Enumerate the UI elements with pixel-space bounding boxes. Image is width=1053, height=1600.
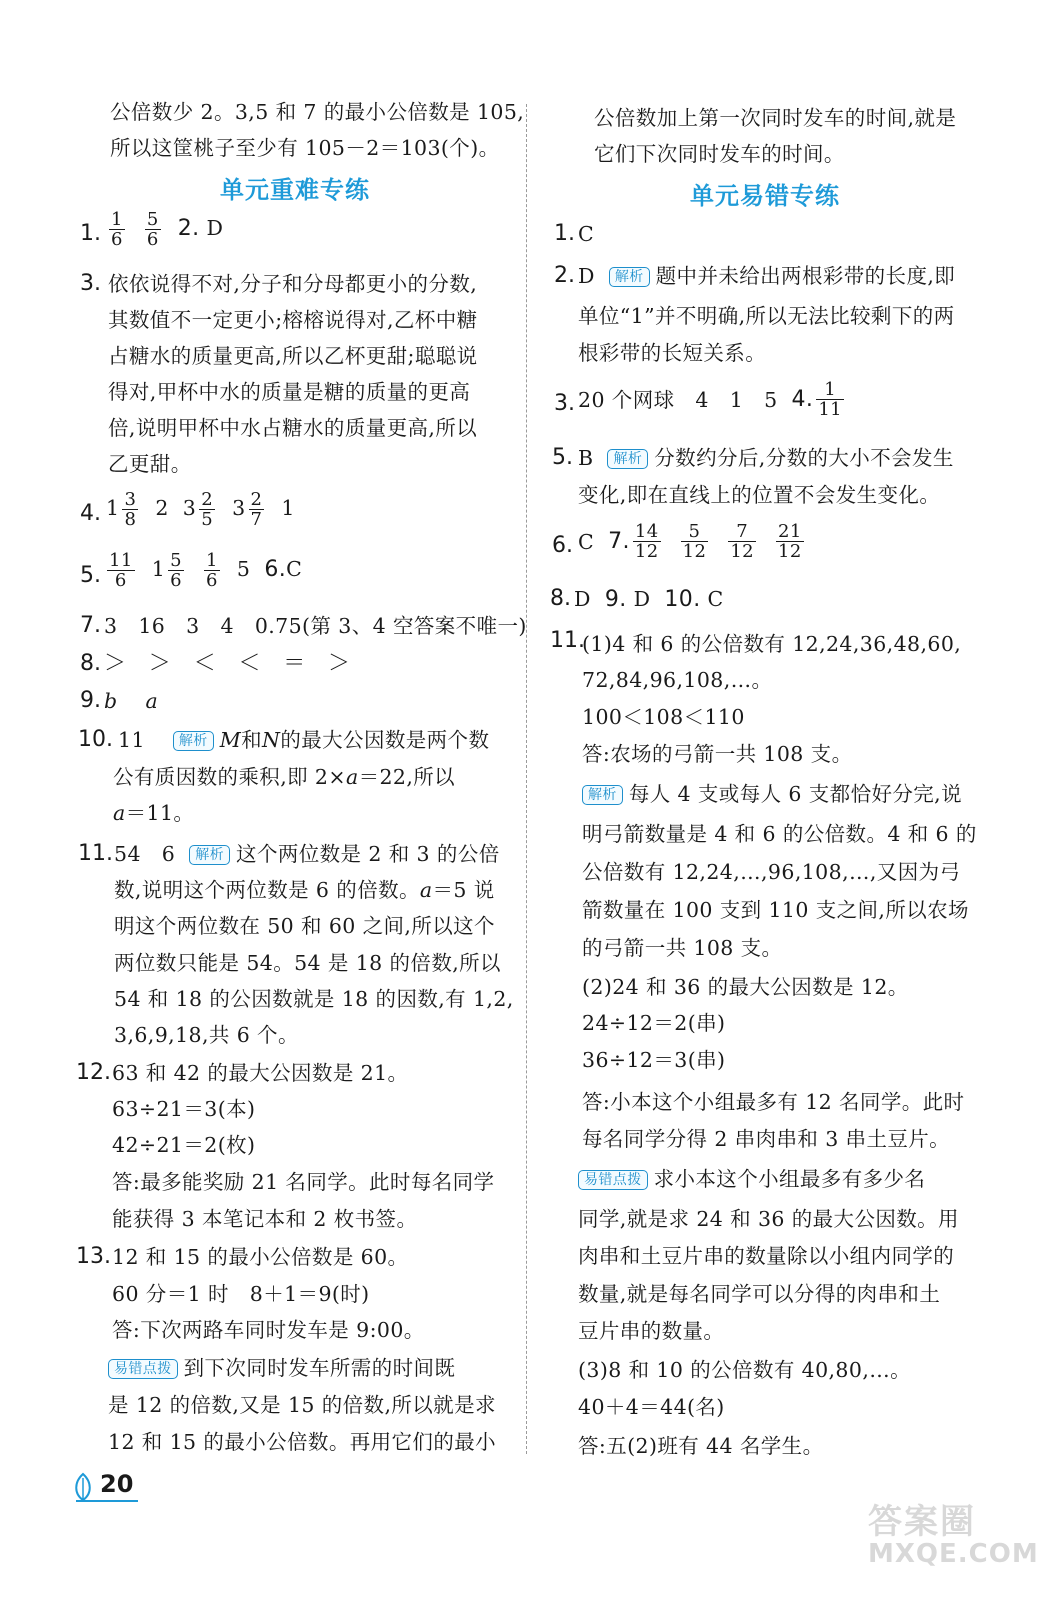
question-number: 4. bbox=[80, 501, 101, 526]
fraction: $\frac{21}{12}$ bbox=[778, 521, 802, 562]
question-number: 8. bbox=[80, 651, 101, 676]
answer-line: 20 个网球 4 1 5 4. $\frac{1}{11}$ bbox=[578, 379, 843, 420]
answer-line: 占糖水的质量更高,所以乙杯更甜;聪聪说 bbox=[108, 344, 478, 368]
answer-line: 公倍数有 12,24,…,96,108,…,又因为弓 bbox=[582, 860, 961, 884]
answer-line: 42÷21＝2(枚) bbox=[112, 1133, 256, 1157]
answer-line: 40＋4＝44(名) bbox=[578, 1395, 725, 1419]
fraction: $\frac{5}{6}$ bbox=[146, 209, 159, 250]
answer-line: 54 和 18 的公因数就是 18 的因数,有 1,2, bbox=[114, 987, 514, 1011]
answer-line: $\frac{11}{6}$ 1 $\frac{5}{6}$ $\frac{1}{6}$ 5 6.C bbox=[109, 550, 303, 591]
analysis-tag: 解析 bbox=[609, 267, 650, 287]
fraction: $\frac{5}{12}$ bbox=[682, 521, 707, 562]
question-number: 1. bbox=[554, 221, 575, 246]
answer-line: D 解析 题中并未给出两根彩带的长度,即 bbox=[578, 264, 956, 288]
answer-line: 箭数量在 100 支到 110 支之间,所以农场 bbox=[582, 898, 969, 922]
fraction: $\frac{1}{6}$ bbox=[111, 209, 123, 250]
answer-line: 24÷12＝2(串) bbox=[582, 1011, 726, 1035]
fraction: $\frac{1}{6}$ bbox=[206, 550, 218, 591]
answer-line: 每名同学分得 2 串肉串和 3 串土豆片。 bbox=[582, 1127, 951, 1151]
fraction: $\frac{5}{6}$ bbox=[170, 550, 183, 591]
question-number: 5. bbox=[80, 563, 101, 588]
fraction: $\frac{2}{5}$ bbox=[201, 489, 214, 530]
answer-line: 易错点拨 求小本这个小组最多有多少名 bbox=[578, 1165, 925, 1193]
answer-line: 答:农场的弓箭一共 108 支。 bbox=[582, 742, 853, 766]
answer-line: 能获得 3 本笔记本和 2 枚书签。 bbox=[112, 1207, 418, 1231]
answer-line: 答:最多能奖励 21 名同学。此时每名同学 bbox=[112, 1170, 495, 1194]
question-number: 11. bbox=[550, 628, 585, 653]
answer-line: 乙更甜。 bbox=[108, 452, 192, 476]
page-number-underline bbox=[76, 1500, 138, 1502]
answer-line: 肉串和土豆片串的数量除以小组内同学的 bbox=[578, 1244, 955, 1268]
answer-line: 36÷12＝3(串) bbox=[582, 1048, 726, 1072]
leaf-icon bbox=[68, 1470, 98, 1504]
right-intro-line-1: 公倍数加上第一次同时发车的时间,就是 bbox=[594, 106, 957, 130]
question-number: 11. bbox=[78, 841, 113, 866]
answer-line: 公有质因数的乘积,即 2×a＝22,所以 bbox=[113, 765, 456, 789]
answer-line: 易错点拨 到下次同时发车所需的时间既 bbox=[108, 1354, 455, 1382]
answer-line: 依依说得不对,分子和分母都更小的分数, bbox=[108, 272, 478, 296]
answer-line: 同学,就是求 24 和 36 的最大公因数。用 bbox=[578, 1207, 959, 1231]
tip-tag: 易错点拨 bbox=[108, 1359, 178, 1379]
answer-line: 单位“1”并不明确,所以无法比较剩下的两 bbox=[578, 304, 955, 328]
answer-line: 54 6 解析 这个两位数是 2 和 3 的公倍 bbox=[114, 842, 500, 866]
analysis-tag: 解析 bbox=[582, 785, 623, 805]
question-number: 12. bbox=[76, 1060, 111, 1085]
question-number: 2. bbox=[554, 263, 575, 288]
question-number: 7. bbox=[80, 613, 101, 638]
fraction: $\frac{1}{11}$ bbox=[818, 379, 843, 420]
answer-line: $\frac{1}{6}$ $\frac{5}{6}$ 2. D bbox=[111, 209, 224, 250]
answer-line: 数,说明这个两位数是 6 的倍数。a＝5 说 bbox=[114, 878, 495, 902]
question-number: 1. bbox=[80, 221, 101, 246]
answer-line: 12 和 15 的最小公倍数。再用它们的最小 bbox=[108, 1430, 497, 1454]
answer-line: 60 分＝1 时 8＋1＝9(时) bbox=[112, 1282, 370, 1306]
answer-line: 63÷21＝3(本) bbox=[112, 1097, 256, 1121]
question-number: 13. bbox=[76, 1244, 111, 1269]
answer-line: B 解析 分数约分后,分数的大小不会发生 bbox=[578, 446, 954, 470]
answer-line: 11 解析 M和N的最大公因数是两个数 bbox=[118, 728, 490, 752]
answer-line: 3 16 3 4 0.75(第 3、4 空答案不唯一) bbox=[104, 614, 527, 638]
answer-line: 72,84,96,108,…。 bbox=[582, 668, 773, 692]
answer-line: 明弓箭数量是 4 和 6 的公倍数。4 和 6 的 bbox=[582, 822, 977, 846]
fraction: $\frac{3}{8}$ bbox=[124, 489, 137, 530]
analysis-tag: 解析 bbox=[189, 845, 230, 865]
question-number: 10. bbox=[78, 727, 113, 752]
answer-line: 明这个两位数在 50 和 60 之间,所以这个 bbox=[114, 914, 495, 938]
column-divider bbox=[526, 104, 527, 1454]
fraction: $\frac{2}{7}$ bbox=[250, 489, 263, 530]
fraction: $\frac{7}{12}$ bbox=[730, 521, 755, 562]
answer-line: 数量,就是每名同学可以分得的肉串和土 bbox=[578, 1282, 941, 1306]
answer-line: 豆片串的数量。 bbox=[578, 1319, 725, 1343]
answer-line: 答:小本这个小组最多有 12 名同学。此时 bbox=[582, 1090, 965, 1114]
page-number: 20 bbox=[100, 1470, 134, 1498]
question-number: 6. bbox=[552, 533, 573, 558]
answer-line: 1 $\frac{3}{8}$ 2 3 $\frac{2}{5}$ 3 $\frac{2}{7}$ 1 bbox=[106, 489, 295, 530]
answer-line: C bbox=[578, 222, 595, 246]
answer-line: 答:下次两路车同时发车是 9:00。 bbox=[112, 1318, 425, 1342]
section-heading-left: 单元重难专练 bbox=[220, 176, 370, 204]
question-number: 9. bbox=[80, 688, 101, 713]
question-number: 8. bbox=[550, 586, 571, 611]
answer-line: ＞ ＞ ＜ ＜ ＝ ＞ bbox=[104, 651, 351, 676]
answer-line: 100＜108＜110 bbox=[582, 705, 745, 729]
answer-line: a＝11。 bbox=[113, 801, 195, 825]
section-heading-right: 单元易错专练 bbox=[690, 182, 840, 210]
question-number: 5. bbox=[552, 445, 573, 470]
left-intro-line-1: 公倍数少 2。3,5 和 7 的最小公倍数是 105, bbox=[110, 100, 525, 124]
question-number: 3. bbox=[80, 271, 101, 296]
answer-line: D 9. D 10. C bbox=[574, 587, 724, 612]
analysis-tag: 解析 bbox=[607, 449, 648, 469]
answer-line: (1)4 和 6 的公倍数有 12,24,36,48,60, bbox=[582, 632, 962, 656]
answer-line: 的弓箭一共 108 支。 bbox=[582, 936, 783, 960]
answer-line: 答:五(2)班有 44 名学生。 bbox=[578, 1434, 824, 1458]
fraction: $\frac{11}{6}$ bbox=[109, 550, 133, 591]
watermark bbox=[868, 1494, 1039, 1569]
answer-line: C 7. $\frac{14}{12}$ $\frac{5}{12}$ $\frac{7}{12}$ $\frac{21}{12}$ bbox=[578, 521, 802, 562]
answer-line: 63 和 42 的最大公因数是 21。 bbox=[112, 1061, 409, 1085]
answer-line: 是 12 的倍数,又是 15 的倍数,所以就是求 bbox=[108, 1393, 496, 1417]
answer-line: 根彩带的长短关系。 bbox=[578, 341, 767, 365]
watermark-line-2: MXQE.COM bbox=[868, 1539, 1039, 1569]
tip-tag: 易错点拨 bbox=[578, 1170, 648, 1190]
fraction: $\frac{14}{12}$ bbox=[634, 521, 659, 562]
right-intro-line-2: 它们下次同时发车的时间。 bbox=[594, 142, 845, 166]
analysis-tag: 解析 bbox=[173, 731, 214, 751]
answer-line: 其数值不一定更小;榕榕说得对,乙杯中糖 bbox=[108, 308, 478, 332]
answer-line: 12 和 15 的最小公倍数是 60。 bbox=[112, 1245, 409, 1269]
watermark-line-1: 答案圈 bbox=[868, 1502, 976, 1542]
answer-line: (3)8 和 10 的公倍数有 40,80,…。 bbox=[578, 1358, 912, 1382]
answer-line: (2)24 和 36 的最大公因数是 12。 bbox=[582, 975, 909, 999]
answer-line: 得对,甲杯中水的质量是糖的质量的更高 bbox=[108, 380, 471, 404]
question-number: 3. bbox=[554, 391, 575, 416]
answer-line: 变化,即在直线上的位置不会发生变化。 bbox=[578, 483, 941, 507]
answer-line: 3,6,9,18,共 6 个。 bbox=[114, 1023, 299, 1047]
answer-line: 两位数只能是 54。54 是 18 的倍数,所以 bbox=[114, 951, 501, 975]
answer-line: b a bbox=[104, 689, 159, 713]
left-intro-line-2: 所以这筐桃子至少有 105－2＝103(个)。 bbox=[110, 136, 500, 160]
answer-line: 解析 每人 4 支或每人 6 支都恰好分完,说 bbox=[582, 780, 962, 808]
answer-line: 倍,说明甲杯中水占糖水的质量更高,所以 bbox=[108, 416, 478, 440]
